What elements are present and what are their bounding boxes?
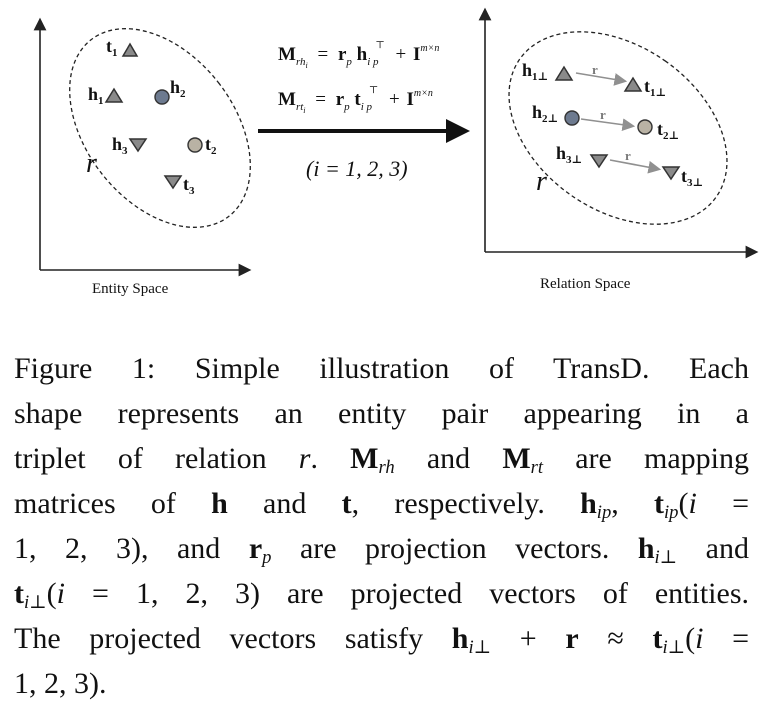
svg-text:t2: $t_2$: [205, 134, 217, 157]
translation-arrow: [576, 73, 624, 81]
entity-relation-symbol: r: [86, 148, 97, 179]
svg-text:h1⊥: $h_{1\perp}$: [522, 60, 549, 83]
formula-mrh: $M_{rh}i$ = $r_p$ $h_{i p}$ ⊤ + $I^{m\times n}$: [278, 40, 440, 70]
triangle-down-icon: [591, 155, 607, 167]
caption-line-1: Figure 1: Simple illustration of TransD. Each: [14, 352, 749, 385]
entity-t3: [165, 174, 195, 197]
relation-ellipse: [473, 0, 764, 264]
transd-figure: [0, 0, 767, 320]
svg-text:h1: $h_1$: [88, 84, 104, 107]
entity-space-panel: [33, 0, 288, 297]
triangle-up-icon: [123, 44, 137, 56]
relation-relation-symbol: r: [536, 166, 547, 197]
relation-row-2: [532, 102, 679, 142]
svg-text:t2⊥: $t_{2\perp}$: [657, 119, 680, 142]
circle-icon: [155, 90, 169, 104]
entity-ellipse: [33, 0, 288, 262]
translation-label: r: [592, 62, 598, 77]
triangle-up-icon: [556, 67, 572, 80]
relation-row-3: [556, 143, 703, 189]
triangle-down-icon: [663, 167, 679, 179]
caption-line-3: triplet of relation r. $M_{rh}$ and $M_{rt}$ are mapping: [14, 442, 749, 479]
svg-text:t3: $t_3$: [183, 174, 195, 197]
caption-line-2: shape represents an entity pair appearing in a: [14, 397, 749, 430]
triangle-down-icon: [130, 139, 146, 151]
translation-arrow: [581, 119, 632, 126]
relation-space-label: Relation Space: [540, 276, 631, 292]
entity-space-label: Entity Space: [92, 281, 169, 297]
figure-caption: [14, 346, 749, 706]
caption-line-6: $t_{i\perp}(i = 1$, 2, 3) are projected vectors of entities.: [14, 577, 749, 614]
index-range: (i = 1, 2, 3): [306, 156, 408, 181]
entity-h2: [155, 77, 186, 104]
entity-h3: [112, 134, 146, 157]
svg-text:h2⊥: $h_{2\perp}$: [532, 102, 559, 125]
formula-mrt: $M_{rt}i$ = $r_p$ $t_{i p}$ ⊤ + $I^{m\times n}$: [278, 85, 433, 115]
circle-icon: [565, 111, 579, 125]
triangle-up-icon: [625, 78, 641, 91]
svg-text:h3: $h_3$: [112, 134, 128, 157]
translation-arrow: [610, 160, 658, 169]
svg-text:t1: $t_1$: [106, 36, 118, 59]
svg-text:t3⊥: $t_{3\perp}$: [681, 166, 704, 189]
svg-text:h2: $h_2$: [170, 77, 186, 100]
entity-t1: [106, 36, 137, 59]
triangle-down-icon: [165, 176, 181, 188]
relation-row-1: [522, 60, 666, 99]
entity-h1: [88, 84, 122, 107]
relation-space-panel: [473, 0, 764, 292]
triangle-up-icon: [106, 89, 122, 102]
entity-t2: [188, 134, 217, 157]
caption-line-5: 1, 2, 3), and $r_p$ are projection vectors. $h_{i\perp}$ and: [14, 532, 749, 569]
circle-icon: [638, 120, 652, 134]
svg-text:t1⊥: $t_{1\perp}$: [644, 76, 667, 99]
caption-line-4: matrices of h and t, respectively. $h_{ip}$, $t_{ip}(i$ =: [14, 487, 749, 524]
mapping-formulas: [258, 32, 462, 181]
circle-icon: [188, 138, 202, 152]
translation-label: r: [600, 107, 606, 122]
translation-label: r: [625, 148, 631, 163]
svg-text:h3⊥: $h_{3\perp}$: [556, 143, 583, 166]
caption-line-8: 1, 2, 3).: [14, 667, 107, 700]
caption-line-7: The projected vectors satisfy $h_{i\perp} + r \approx t_{i\perp}(i$ =: [14, 622, 750, 659]
